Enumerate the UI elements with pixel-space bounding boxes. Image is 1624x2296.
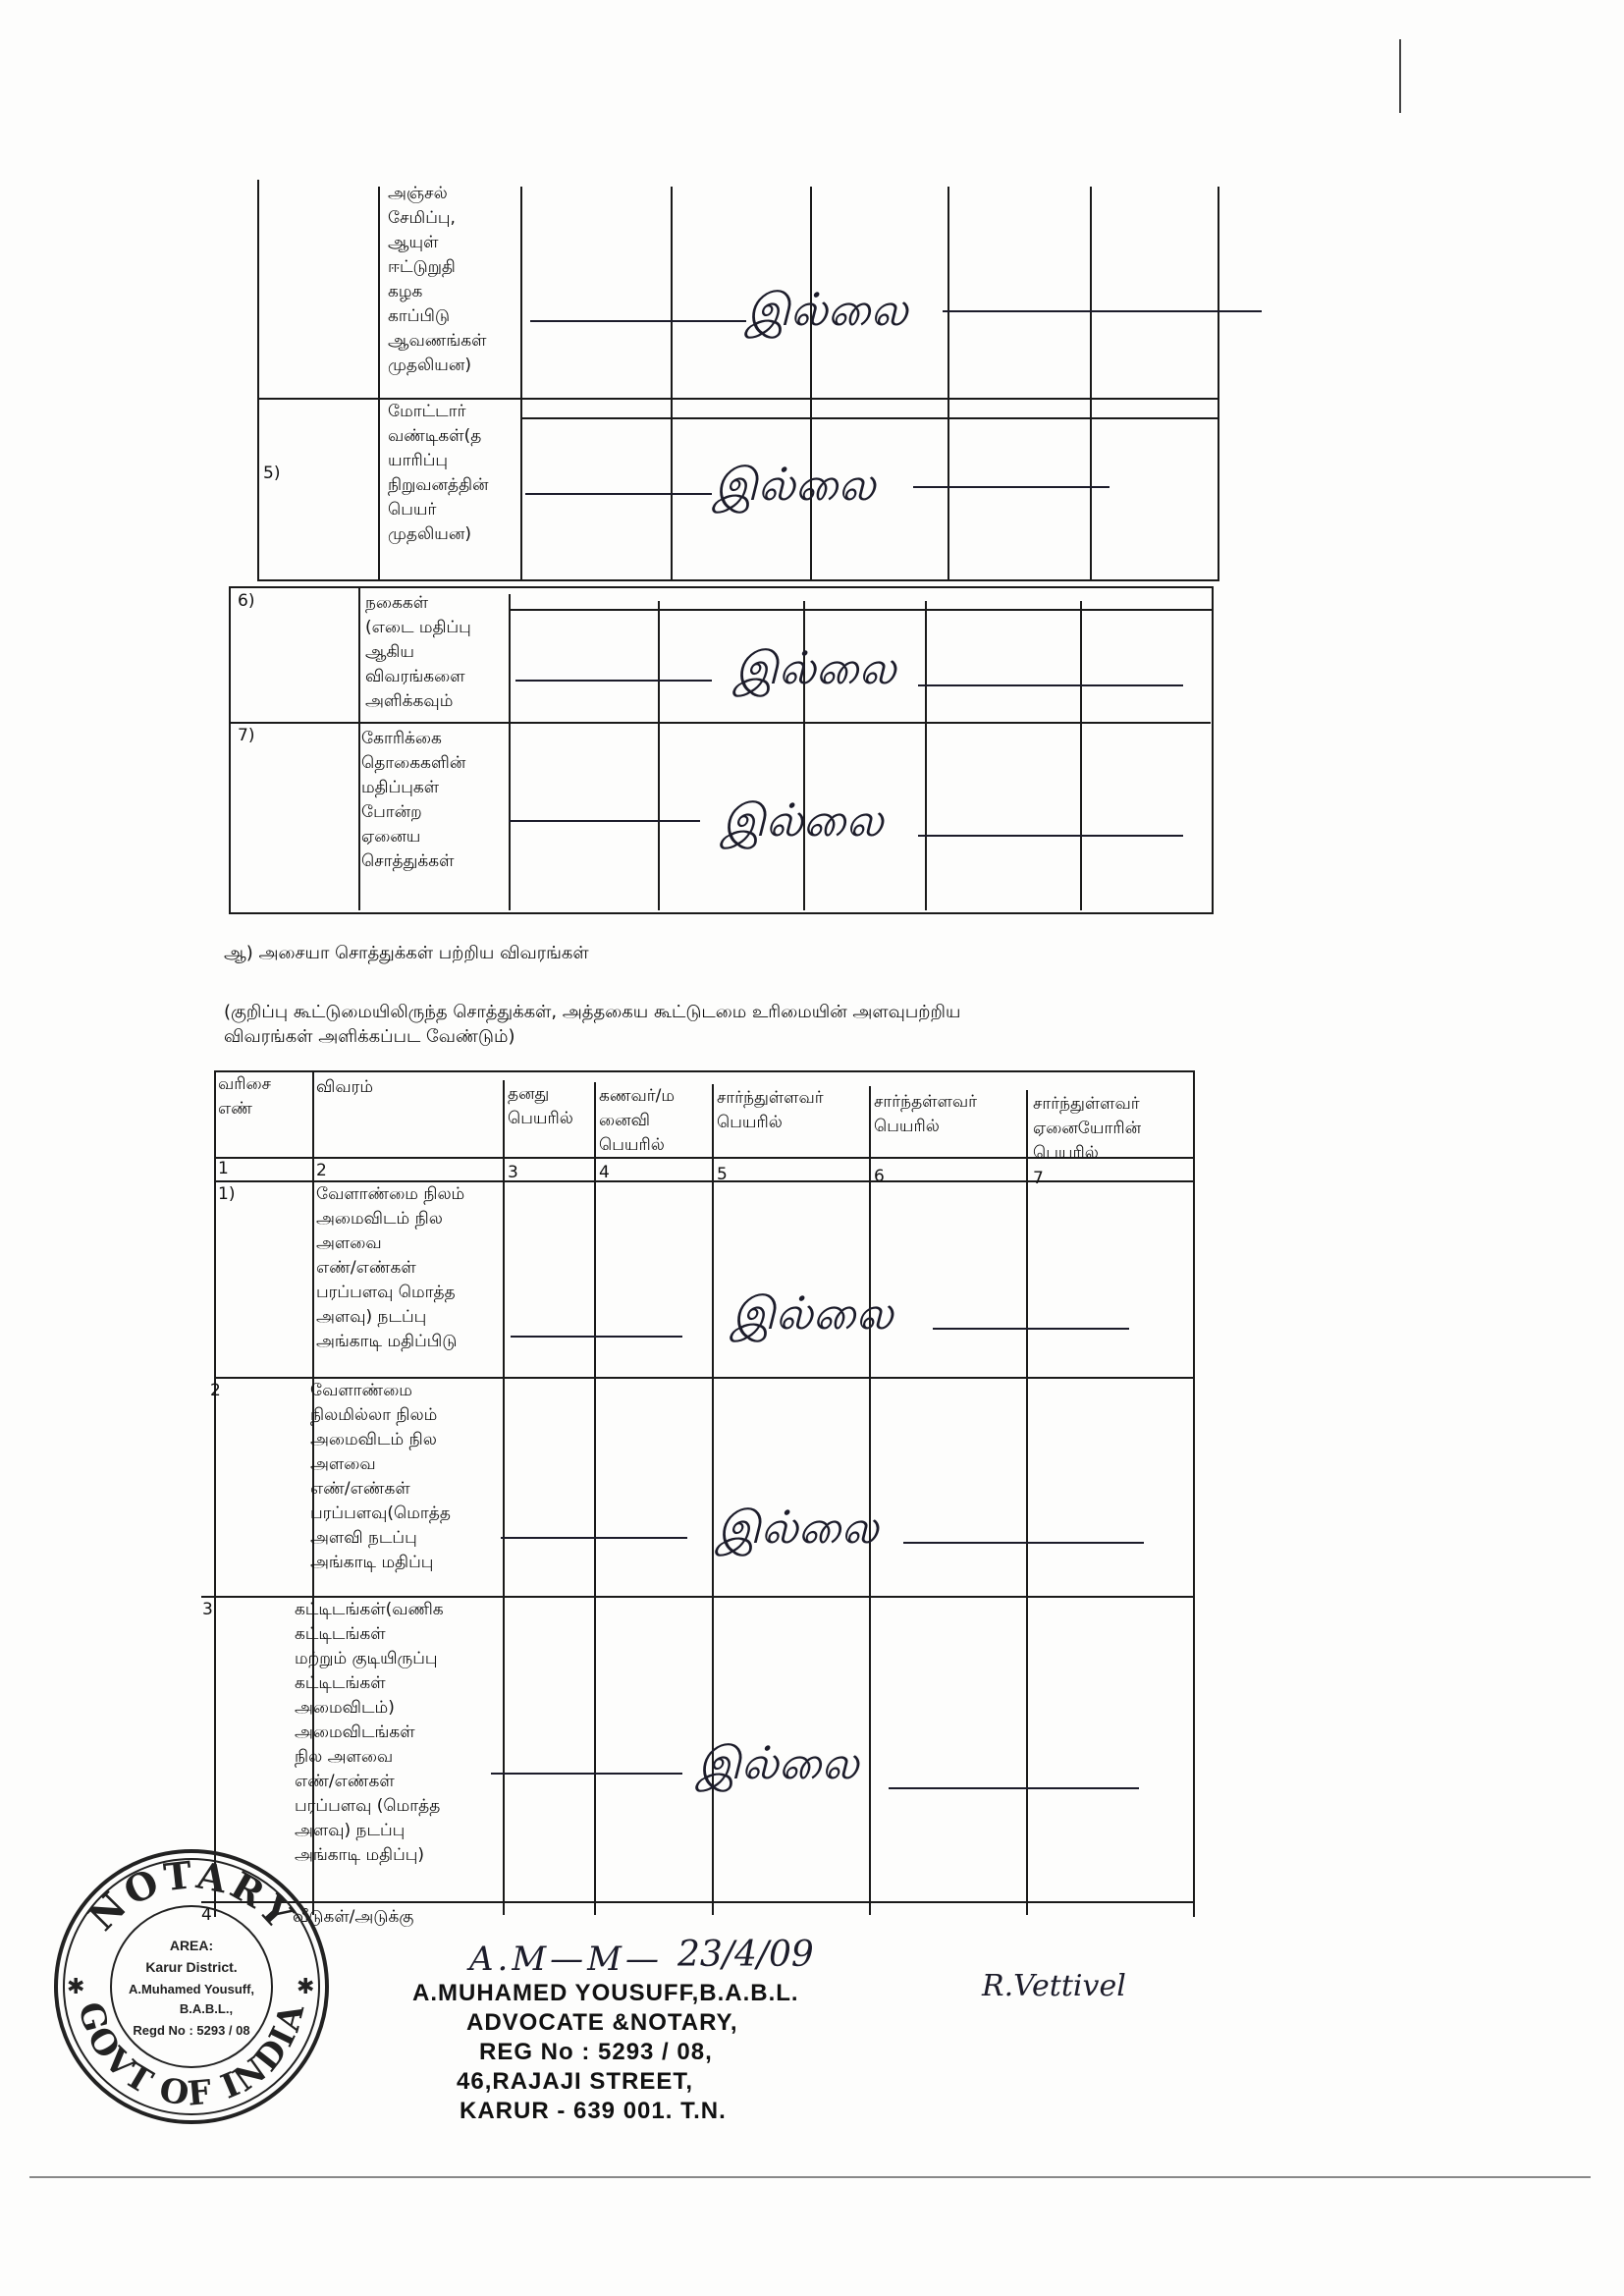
col-number: 2 (316, 1161, 327, 1180)
section-heading: ஆ) அசையா சொத்துக்கள் பற்றிய விவரங்கள் (224, 943, 589, 963)
row-label-claims: கோரிக்கை தொகைகளின் மதிப்புகள் போன்ற ஏனைய சொத்துக்கள் (361, 729, 466, 871)
svg-text:✱: ✱ (67, 1975, 85, 1999)
notary-stamp (49, 1844, 334, 2129)
col-header-dependent: சார்ந்துள்ளவர் பெயரில் (717, 1088, 824, 1132)
col-number: 5 (717, 1165, 728, 1184)
table-border (229, 722, 1211, 724)
col-number: 7 (1033, 1169, 1044, 1188)
stamp-bottom-text: GOVT OF INDIA (70, 1997, 313, 2114)
table-border (1080, 601, 1082, 910)
row-number: 1) (218, 1184, 236, 1204)
row-number: 4 (201, 1905, 212, 1925)
col-header-self: தனது பெயரில் (508, 1084, 573, 1128)
row-number: 6) (238, 591, 255, 611)
stamp-degree: B.A.B.L., (179, 2001, 234, 2016)
table-border (509, 594, 511, 910)
col-header-details: விவரம் (316, 1077, 374, 1097)
handwritten-nil: இல்லை (734, 641, 896, 694)
handwritten-nil: இல்லை (731, 1286, 893, 1339)
stamp-top-text: NOTARY (79, 1852, 304, 1940)
section-note: (குறிப்பு கூட்டுமையிலிருந்த சொத்துக்கள், அத்தகைய கூட்டுடமை உரிமையின் அளவுபற்றிய விவரங்கள் அளிக்கப்பட வேண்டும்) (224, 1002, 961, 1047)
svg-text:✱: ✱ (297, 1975, 315, 1999)
handwritten-nil: இல்லை (697, 1736, 859, 1789)
initials-signature: A.M—M— (469, 1940, 663, 1979)
table-border (520, 417, 1219, 419)
table-border (925, 601, 927, 910)
page-bottom-rule (29, 2176, 1591, 2178)
row-label-agricultural-land: வேளாண்மை நிலம் அமைவிடம் நில அளவை எண்/எண்கள் பரப்பளவு மொத்த அளவு) நடப்பு அங்காடி மதிப்பிடு (316, 1184, 465, 1351)
row-label-postal-savings: அஞ்சல் சேமிப்பு, ஆயுள் ஈட்டுறுதி கழக காப்பிடு ஆவணங்கள் முதலியன) (388, 184, 487, 375)
col-header-serial: வரிசை எண் (218, 1074, 272, 1119)
handwritten-nil: இல்லை (714, 458, 876, 511)
table-border (1026, 1090, 1028, 1915)
stamp-name: A.Muhamed Yousuff, (128, 1982, 255, 1996)
nil-dash (889, 1787, 1139, 1789)
table-border (594, 1082, 596, 1915)
nil-dash (918, 684, 1183, 686)
nil-dash (943, 310, 1262, 312)
nil-dash (530, 320, 746, 322)
notary-line: REG No : 5293 / 08, (479, 2039, 713, 2065)
row-label-non-agricultural-land: வேளாண்மை நிலமில்லா நிலம் அமைவிடம் நில அளவை எண்/எண்கள் பரப்பளவு(மொத்த அளவி நடப்பு அங்காடி மதிப்பு (310, 1381, 451, 1572)
col-number: 6 (874, 1167, 885, 1186)
col-number: 1 (218, 1159, 229, 1178)
handwritten-nil: இல்லை (722, 793, 884, 847)
nil-dash (509, 820, 700, 822)
notary-address-block (412, 1979, 799, 2126)
col-header-spouse: கணவர்/ம னைவி பெயரில் (599, 1086, 676, 1155)
nil-dash (515, 680, 712, 682)
table-border (520, 187, 522, 579)
nil-dash (525, 493, 712, 495)
table-border (503, 1080, 505, 1915)
table-border (947, 187, 949, 579)
stamp-district: Karur District. (145, 1959, 238, 1975)
row-label-buildings: கட்டிடங்கள்(வணிக கட்டிடங்கள் மற்றும் குடியிருப்பு கட்டிடங்கள் அமைவிடம்) அமைவிடங்கள் நில அளவை எண்/எண்கள் பரப்பளவு (மொத்த அளவு) நடப்பு அங்காடி மதிப்பு) (295, 1600, 444, 1865)
row-label-jewellery: நகைகள் (எடை மதிப்பு ஆகிய விவரங்களை அளிக்கவும் (365, 593, 471, 711)
stamp-area: AREA: (169, 1938, 214, 1953)
row-number: 5) (263, 464, 281, 483)
col-number: 3 (508, 1163, 518, 1182)
notary-line: 46,RAJAJI STREET, (457, 2068, 694, 2095)
notary-line: A.MUHAMED YOUSUFF,B.A.B.L. (412, 1980, 799, 2006)
signature-date: 23/4/09 (677, 1935, 814, 1975)
table-border (378, 187, 380, 579)
table-border (201, 1901, 1193, 1903)
row-number: 7) (238, 726, 255, 745)
handwritten-nil: இல்லை (717, 1501, 879, 1554)
col-header-other-dependents: சார்ந்துள்ளவர் ஏனையோரின் பெயரில் (1033, 1094, 1142, 1163)
row-label-motor-vehicles: மோட்டார் வண்டிகள்(த யாரிப்பு நிறுவனத்தின் பெயர் முதலியன) (388, 402, 489, 544)
notary-line: KARUR - 639 001. T.N. (460, 2098, 727, 2124)
nil-dash (918, 835, 1183, 837)
nil-dash (913, 486, 1110, 488)
table-border (1090, 187, 1092, 579)
edge-mark (1399, 39, 1401, 113)
nil-dash (501, 1537, 687, 1539)
nil-dash (903, 1542, 1144, 1544)
deponent-signature: R.Vettivel (982, 1969, 1126, 2003)
nil-dash (511, 1336, 682, 1338)
handwritten-nil: இல்லை (746, 283, 908, 336)
table-border (671, 187, 673, 579)
table-border (658, 601, 660, 910)
table-border (358, 588, 360, 910)
nil-dash (491, 1773, 682, 1775)
nil-dash (933, 1328, 1129, 1330)
table-border (257, 180, 259, 580)
table-border (810, 187, 812, 579)
row-label-houses: வீடுகள்/அடுக்கு (293, 1907, 414, 1927)
table-border (509, 609, 1212, 611)
row-number: 2 (210, 1381, 221, 1400)
col-header-dependent-2: சார்ந்தள்ளவர் பெயரில் (874, 1092, 977, 1136)
notary-line: ADVOCATE &NOTARY, (466, 2009, 738, 2036)
row-number: 3 (202, 1600, 213, 1619)
stamp-reg: Regd No : 5293 / 08 (133, 2023, 250, 2038)
svg-text:NOTARY (80, 1852, 304, 1939)
col-number: 4 (599, 1163, 610, 1182)
